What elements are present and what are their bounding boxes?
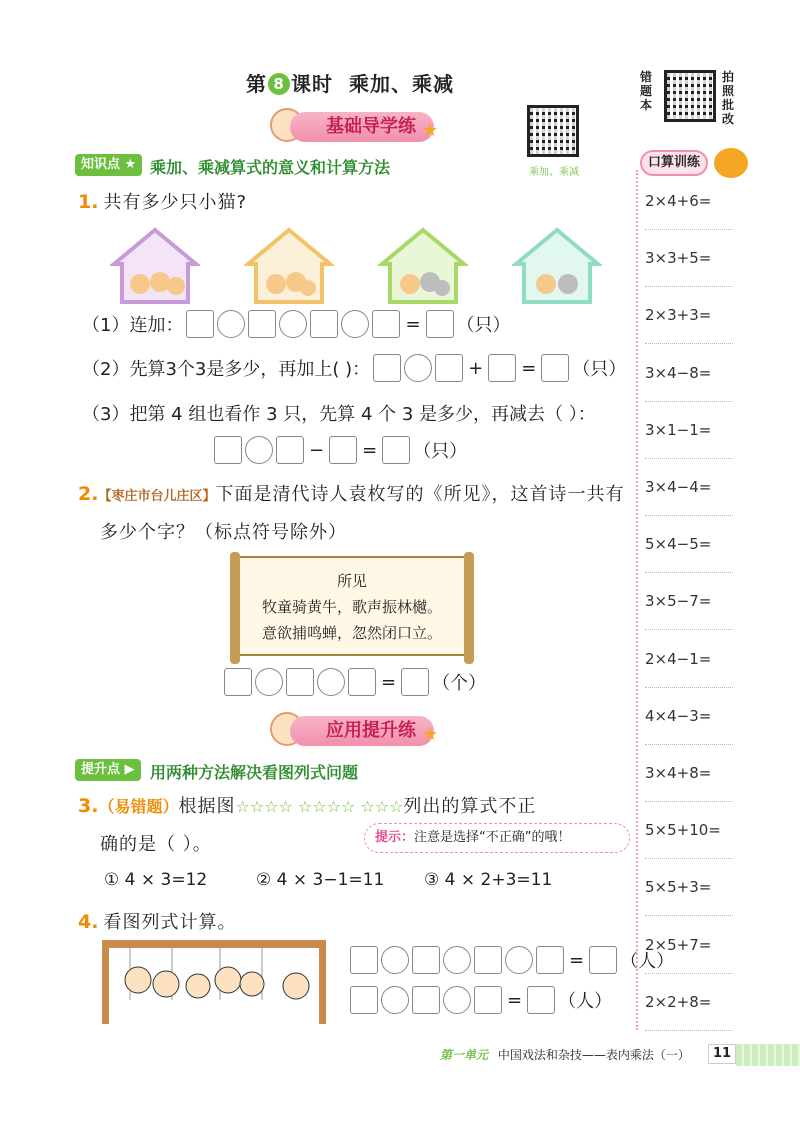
q1-part2-unit: （只） <box>572 359 627 380</box>
oral-item: 4×4−3= <box>645 706 712 725</box>
star-figure: ☆☆☆☆ ☆☆☆☆ ☆☆☆ <box>235 797 404 816</box>
oral-separator <box>645 515 733 516</box>
q1-text: 共有多少只小猫? <box>103 192 248 213</box>
result-box[interactable] <box>541 354 569 382</box>
result-box[interactable] <box>382 436 410 464</box>
q1-part1-row <box>82 310 511 338</box>
q1-part2-label: （2）先算3个3是多少，再加上( )： <box>82 359 371 380</box>
swing-illustration <box>100 938 328 1026</box>
result-box[interactable] <box>589 946 617 974</box>
lesson-suffix: 课时 <box>291 72 334 96</box>
hint-box <box>364 823 630 853</box>
operator-circle[interactable] <box>505 946 533 974</box>
operator-circle[interactable] <box>341 310 369 338</box>
answer-box[interactable] <box>329 436 357 464</box>
answer-box[interactable] <box>186 310 214 338</box>
section-apply-title-a: 应用 <box>326 720 362 741</box>
hint-label: 提示： <box>375 830 415 845</box>
answer-box[interactable] <box>474 946 502 974</box>
q1-part2-row <box>82 354 626 382</box>
page-number: 11 <box>708 1044 736 1064</box>
purple-house <box>110 226 200 306</box>
operator-circle[interactable] <box>381 986 409 1014</box>
oral-item: 3×4−8= <box>645 363 712 382</box>
q1-heading <box>78 188 247 214</box>
oral-title: 口算训练 <box>640 150 708 176</box>
qr-center-caption: 乘加、乘减 <box>529 167 579 178</box>
hint-text: 注意是选择“不正确”的哦！ <box>414 830 571 845</box>
answer-box[interactable] <box>412 946 440 974</box>
q3-option-3[interactable]: ③ 4 × 2+3=11 <box>424 870 553 890</box>
qr-code-right[interactable] <box>664 70 716 122</box>
minus-sign: − <box>309 439 325 461</box>
oral-item: 5×5+3= <box>645 878 712 897</box>
qr-code-center[interactable] <box>527 105 579 157</box>
q2-text2: 多少个字？（标点符号除外） <box>100 522 347 543</box>
q2-answer-row <box>224 668 486 696</box>
result-box[interactable] <box>401 668 429 696</box>
q3-text2: 确的是（ ）。 <box>100 834 212 855</box>
q4-heading <box>78 908 237 934</box>
equals-sign: = <box>405 313 421 335</box>
operator-circle[interactable] <box>443 946 471 974</box>
footer-unit: 第一单元 <box>440 1048 489 1062</box>
q1-part3-label: （3）把第 4 组也看作 3 只，先算 4 个 3 是多少，再减去（ ）： <box>82 404 596 425</box>
operator-circle[interactable] <box>255 668 283 696</box>
answer-box[interactable] <box>435 354 463 382</box>
q2-region: 【枣庄市台儿庄区】 <box>98 489 216 504</box>
q2-number: 2. <box>78 483 99 505</box>
operator-circle[interactable] <box>381 946 409 974</box>
knowledge-text: 乘加、乘减算式的意义和计算方法 <box>150 158 391 177</box>
q3-heading <box>78 792 536 818</box>
knowledge-tag: 知识点 ★ <box>75 154 142 176</box>
poem <box>252 568 452 646</box>
oral-item: 3×4+8= <box>645 764 712 782</box>
poem-scroll <box>236 556 468 656</box>
q3-option-2[interactable]: ② 4 × 3−1=11 <box>256 870 385 890</box>
operator-circle[interactable] <box>217 310 245 338</box>
answer-box[interactable] <box>276 436 304 464</box>
q4-answer-row-2 <box>350 986 612 1014</box>
q4-text: 看图列式计算。 <box>103 912 237 933</box>
oral-separator <box>645 629 733 630</box>
section-banner-basic <box>290 112 434 142</box>
poem-line-2: 意欲捕鸣蝉，忽然闭口立。 <box>261 624 442 642</box>
oral-item: 5×4−5= <box>645 535 712 554</box>
result-box[interactable] <box>527 986 555 1014</box>
q4-unit-1: （人） <box>620 951 675 972</box>
equals-sign: = <box>569 949 585 971</box>
result-box[interactable] <box>426 310 454 338</box>
plus-sign: + <box>468 357 484 379</box>
answer-box[interactable] <box>286 668 314 696</box>
oral-item: 3×3+5= <box>645 249 712 268</box>
section-apply-title-b: 提升练 <box>362 720 416 741</box>
answer-box[interactable] <box>310 310 338 338</box>
q4-number: 4. <box>78 911 99 933</box>
improve-tag-label: 提升点 <box>81 762 121 777</box>
operator-circle[interactable] <box>404 354 432 382</box>
section-basic-title-b: 导学练 <box>362 116 416 137</box>
q1-part3-unit: （只） <box>413 441 468 462</box>
scroll-rod-right <box>464 552 474 664</box>
q3-text-b: 列出的算式不正 <box>403 796 537 817</box>
oral-item: 2×2+8= <box>645 992 712 1011</box>
answer-box[interactable] <box>412 986 440 1014</box>
sidebar-divider <box>636 170 638 1030</box>
scroll-rod-left <box>230 552 240 664</box>
lesson-topic: 乘加、乘减 <box>348 72 454 96</box>
poem-line-1: 牧童骑黄牛，歌声振林樾。 <box>261 598 442 616</box>
footer-decoration <box>736 1044 800 1066</box>
oral-separator <box>645 687 733 688</box>
improve-text: 用两种方法解决看图列式问题 <box>150 763 359 782</box>
star-icon: ★ <box>422 724 439 745</box>
oral-separator <box>645 1030 733 1031</box>
oral-separator <box>645 973 733 974</box>
section-banner-apply <box>290 716 434 746</box>
oral-separator <box>645 286 733 287</box>
answer-box[interactable] <box>248 310 276 338</box>
knowledge-tag-label: 知识点 <box>81 157 121 172</box>
operator-circle[interactable] <box>279 310 307 338</box>
answer-box[interactable] <box>350 946 378 974</box>
oral-item: 2×4−1= <box>645 649 712 668</box>
answer-box[interactable] <box>474 986 502 1014</box>
q1-part1-unit: （只） <box>456 315 511 336</box>
q4-unit-2: （人） <box>558 991 613 1012</box>
green-house <box>378 226 468 306</box>
poem-title: 所见 <box>336 572 367 590</box>
answer-box[interactable] <box>488 354 516 382</box>
equals-sign: = <box>381 671 397 693</box>
qr-right-label: 拍照批改 <box>722 70 735 126</box>
teal-house <box>512 226 602 306</box>
operator-circle[interactable] <box>245 436 273 464</box>
footer-title: 中国戏法和杂技——表内乘法（一） <box>497 1048 690 1062</box>
oral-separator <box>645 915 733 916</box>
oral-separator <box>645 858 733 859</box>
section-basic-title-a: 基础 <box>326 116 362 137</box>
answer-box[interactable] <box>536 946 564 974</box>
q1-part1-label: （1）连加： <box>82 315 184 336</box>
lesson-number-badge: 8 <box>268 73 290 95</box>
oral-item: 2×4+6= <box>645 192 712 210</box>
q2-text: 下面是清代诗人袁枚写的《所见》，这首诗一共有 <box>215 484 625 505</box>
footer <box>440 1046 690 1063</box>
q3-text-a: 根据图 <box>178 796 236 817</box>
equals-sign: = <box>362 439 378 461</box>
orange-house <box>244 226 334 306</box>
oral-separator <box>645 801 733 802</box>
oral-separator <box>645 572 733 573</box>
q3-number: 3. <box>78 795 99 817</box>
q1-number: 1. <box>78 191 99 213</box>
oral-item: 3×4−4= <box>645 478 712 496</box>
oral-separator <box>645 744 733 745</box>
answer-box[interactable] <box>224 668 252 696</box>
oral-separator <box>645 458 733 459</box>
oral-separator <box>645 229 733 230</box>
q1-part3-row <box>214 436 467 464</box>
lesson-prefix: 第 <box>246 72 268 96</box>
oral-separator <box>645 401 733 402</box>
answer-box[interactable] <box>350 986 378 1014</box>
operator-circle[interactable] <box>317 668 345 696</box>
answer-box[interactable] <box>372 310 400 338</box>
q3-option-1[interactable]: ① 4 × 3=12 <box>104 870 208 890</box>
star-icon: ★ <box>422 120 439 141</box>
q2-heading <box>78 480 624 506</box>
q4-answer-row-1 <box>350 946 674 974</box>
equals-sign: = <box>507 989 523 1011</box>
equals-sign: = <box>521 357 537 379</box>
q3-label: （易错题） <box>98 797 179 816</box>
operator-circle[interactable] <box>443 986 471 1014</box>
q2-unit: （个） <box>432 673 487 694</box>
lesson-title <box>0 68 700 97</box>
oral-item: 3×5−7= <box>645 592 712 611</box>
cloud-face-icon <box>714 148 748 178</box>
answer-box[interactable] <box>373 354 401 382</box>
improve-tag: 提升点 ▶ <box>75 759 141 781</box>
oral-item: 2×3+3= <box>645 306 712 325</box>
oral-item: 2×5+7= <box>645 935 712 954</box>
answer-box[interactable] <box>348 668 376 696</box>
oral-separator <box>645 343 733 344</box>
answer-box[interactable] <box>214 436 242 464</box>
oral-item: 3×1−1= <box>645 420 712 439</box>
qr-left-label: 错题本 <box>640 70 653 112</box>
oral-item: 5×5+10= <box>645 821 721 840</box>
